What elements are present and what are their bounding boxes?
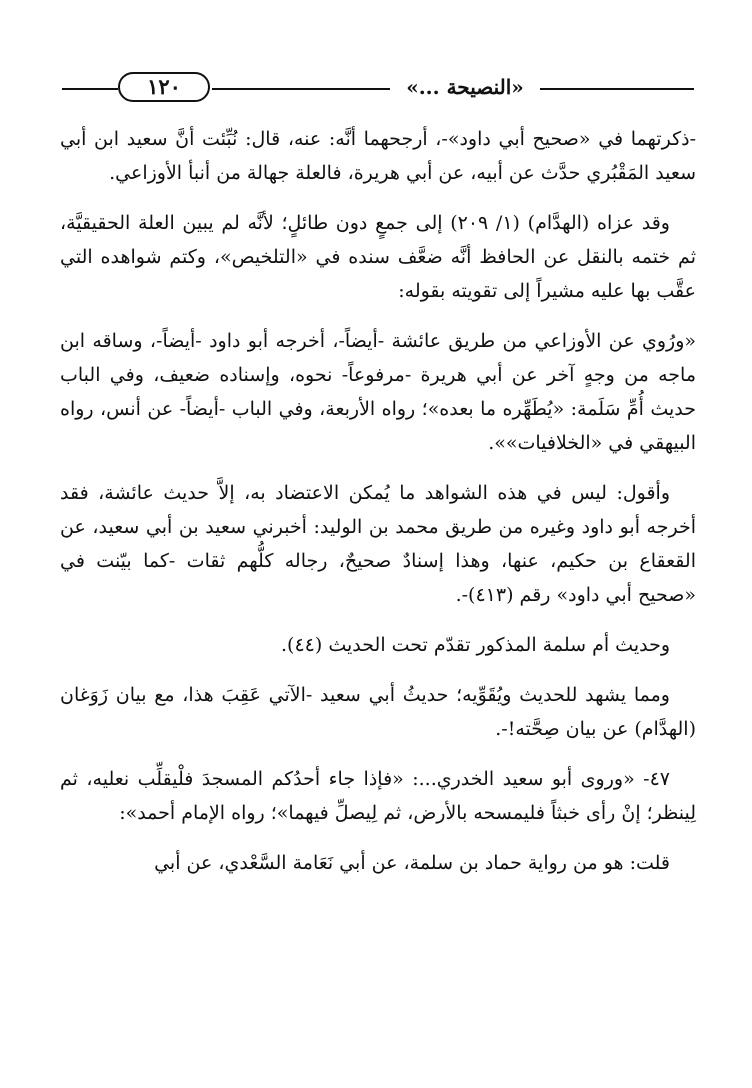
page-header — [62, 70, 694, 106]
paragraph-4: وأقول: ليس في هذه الشواهد ما يُمكن الاعتضاد به، إلاَّ حديث عائشة، فقد أخرجه أبو داود وغيره من طريق محمد بن الوليد: أخبرني سعيد بن أبي سعيد، عن القعقاع بن حكيم، عنها، وهذا إسنادٌ صحيحٌ، رجاله كلُّهم ثقات -كما بيّنت في «صحيح أبي داود» رقم (٤١٣)-. — [60, 482, 696, 606]
header-rule-middle — [212, 88, 390, 90]
paragraph-1: -ذكرتهما في «صحيح أبي داود»-، أرجحهما أنَّه: عنه، قال: نُبِّئت أنَّ سعيد ابن أبي سعيد المَقْبُري حدَّث عن أبيه، عن أبي هريرة، فالعلة جهالة من أنبأ الأوزاعي. — [60, 128, 697, 184]
header-rule-right — [540, 88, 694, 90]
running-title: «النصيحة ...» — [406, 75, 524, 99]
paragraph-8: قلت: هو من رواية حماد بن سلمة، عن أبي نَعَامة السَّعْدي، عن أبي — [154, 852, 670, 874]
body-text — [60, 122, 696, 896]
page-number: ١٢٠ — [118, 72, 210, 102]
paragraph-7-item-47: ٤٧- «وروى أبو سعيد الخدري...: «فإذا جاء أحدُكم المسجدَ فلْيقلِّب نعليه، ثم لِينظر؛ إنْ رأى خبثاً فليمسحه بالأرض، ثم لِيصلِّ فيهما»؛ رواه الإمام أحمد»: — [60, 768, 696, 824]
paragraph-5: وحديث أم سلمة المذكور تقدّم تحت الحديث (٤٤). — [281, 634, 670, 656]
paragraph-2: وقد عزاه (الهدَّام) (١/ ٢٠٩) إلى جمعٍ دون طائلٍ؛ لأنَّه لم يبين العلة الحقيقيَّة، ثم ختمه بالنقل عن الحافظ أنَّه ضعَّف سنده في «التلخيص»، وكتم شواهده التي عقَّب بها عليه مشيراً إلى تقويته بقوله: — [60, 212, 696, 302]
paragraph-6: ومما يشهد للحديث ويُقَوِّيه؛ حديثُ أبي سعيد -الآتي عَقِبَ هذا، مع بيان زَوَغان (الهدَّام) عن بيان صِحَّته!-. — [60, 684, 696, 740]
header-rule-left — [62, 88, 118, 90]
paragraph-3-quote: «ورُوي عن الأوزاعي من طريق عائشة -أيضاً-، أخرجه أبو داود -أيضاً-، وساقه ابن ماجه من وجهٍ آخر عن أبي هريرة -مرفوعاً- نحوه، وإسناده ضعيف، وفي الباب حديث أُمِّ سَلَمة: «يُطَهِّره ما بعده»؛ رواه الأربعة، وفي الباب -أيضاً- عن أنس، رواه البيهقي في «الخلافيات»». — [60, 330, 696, 454]
